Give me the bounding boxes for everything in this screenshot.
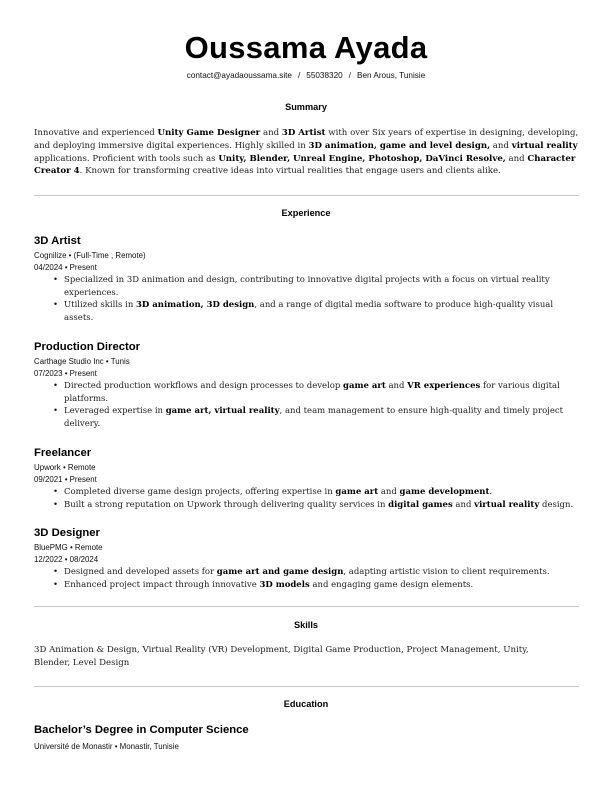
emphasis-text: 3D animation, 3D design bbox=[136, 300, 255, 311]
emphasis-text: Unity Game Designer bbox=[157, 128, 261, 138]
education-heading: Education bbox=[283, 699, 329, 709]
job-company: BluePMG • Remote bbox=[34, 543, 103, 552]
emphasis-text: virtual reality bbox=[511, 140, 578, 151]
job-company: Cognilize • (Full-Time , Remote) bbox=[34, 251, 146, 260]
school-name: Université de Monastir • Monastir, Tunisie bbox=[34, 742, 179, 751]
contact-separator: / bbox=[348, 71, 351, 80]
job-title: Freelancer bbox=[34, 447, 92, 459]
body-text: and engaging game design elements. bbox=[309, 579, 474, 590]
emphasis-text: game development bbox=[399, 487, 490, 497]
body-text: Completed diverse game design projects, offering expertise in bbox=[64, 487, 336, 497]
job-dates: 04/2024 • Present bbox=[34, 263, 97, 272]
body-text: , and a range of digital media software to produce high-quality visual assets. bbox=[64, 300, 554, 323]
emphasis-text: game art bbox=[343, 381, 386, 391]
bullet-item bbox=[64, 566, 580, 579]
job-bullets bbox=[34, 566, 580, 591]
job-bullets bbox=[34, 274, 580, 324]
emphasis-text: digital games bbox=[388, 499, 453, 510]
emphasis-text: 3D Artist bbox=[281, 128, 326, 138]
section-divider bbox=[34, 606, 579, 607]
job-entry bbox=[34, 526, 580, 591]
body-text: and bbox=[385, 381, 408, 391]
body-text: and bbox=[378, 487, 400, 497]
body-text: Designed and developed assets for bbox=[64, 567, 217, 577]
body-text: with over Six years of expertise in designing, developing, and deploying immersive digital experiences. Highly skilled in bbox=[34, 128, 579, 151]
body-text: and bbox=[452, 499, 475, 510]
emphasis-text: game art, virtual reality bbox=[165, 406, 280, 417]
contact-separator: / bbox=[297, 71, 301, 80]
job-title: 3D Designer bbox=[34, 527, 100, 539]
job-title: 3D Artist bbox=[34, 235, 81, 247]
body-text: Directed production workflows and design processes to develop bbox=[64, 381, 344, 391]
body-text: , adapting artistic vision to client requirements. bbox=[343, 567, 550, 577]
job-company: Upwork • Remote bbox=[34, 463, 96, 472]
skills-heading: Skills bbox=[293, 620, 318, 630]
emphasis-text: Unity, Blender, Unreal Engine, Photoshop, DaVinci Resolve, bbox=[218, 153, 506, 164]
bullet-item bbox=[64, 405, 580, 430]
bullet-item bbox=[64, 299, 580, 324]
bullet-item bbox=[64, 274, 580, 299]
summary-heading: Summary bbox=[285, 102, 327, 112]
emphasis-text: 3D animation, game and level design, bbox=[308, 140, 491, 151]
bullet-item bbox=[64, 486, 580, 499]
section-divider bbox=[34, 686, 579, 687]
job-entry bbox=[34, 234, 580, 324]
body-text: Built a strong reputation on Upwork through delivering quality services in bbox=[64, 499, 389, 510]
job-dates: 07/2023 • Present bbox=[34, 369, 97, 378]
section-divider bbox=[34, 195, 579, 196]
experience-heading: Experience bbox=[281, 208, 331, 218]
body-text: applications. Proficient with tools such as bbox=[34, 153, 219, 164]
body-text: and bbox=[505, 153, 528, 164]
job-bullets bbox=[34, 380, 580, 430]
emphasis-text: Character Creator 4 bbox=[34, 153, 576, 177]
bullet-item bbox=[64, 499, 580, 512]
job-dates: 09/2021 • Present bbox=[34, 475, 97, 484]
emphasis-text: game art and game design bbox=[216, 567, 344, 577]
job-entry bbox=[34, 340, 580, 430]
body-text: . Known for transforming creative ideas into virtual realities that engage users and clients alike. bbox=[79, 166, 501, 177]
emphasis-text: VR experiences bbox=[407, 381, 481, 391]
emphasis-text: virtual reality bbox=[474, 499, 540, 510]
skills-text: 3D Animation & Design, Virtual Reality (VR) Development, Digital Game Production, Project Management, Unity, Blender, Level Design bbox=[34, 645, 529, 668]
job-bullets bbox=[34, 486, 580, 511]
body-text: Specialized in 3D animation and design, contributing to innovative digital projects with a focus on virtual reality experiences. bbox=[64, 275, 550, 298]
body-text: . bbox=[489, 487, 493, 497]
bullet-item bbox=[64, 380, 580, 405]
degree-title: Bachelor’s Degree in Computer Science bbox=[34, 724, 249, 736]
summary-paragraph bbox=[34, 127, 580, 178]
emphasis-text: game art bbox=[335, 487, 379, 497]
body-text: Innovative and experienced bbox=[34, 128, 158, 138]
emphasis-text: 3D models bbox=[259, 579, 310, 590]
job-dates: 12/2022 • 08/2024 bbox=[34, 555, 99, 564]
body-text: and bbox=[490, 140, 512, 151]
job-entry bbox=[34, 446, 580, 511]
body-text: Leveraged expertise in bbox=[64, 406, 166, 417]
candidate-name: Oussama Ayada bbox=[184, 30, 428, 65]
body-text: and bbox=[260, 128, 282, 138]
contact-line bbox=[0, 71, 612, 80]
job-company: Carthage Studio Inc • Tunis bbox=[34, 357, 130, 366]
body-text: for various digital platforms. bbox=[64, 381, 560, 404]
body-text: design. bbox=[539, 499, 574, 510]
job-title: Production Director bbox=[34, 341, 141, 353]
body-text: , and team management to ensure high-quality and timely project delivery. bbox=[64, 406, 564, 429]
contact-phone: 55038320 bbox=[306, 71, 343, 80]
contact-email[interactable]: contact@ayadaoussama.site bbox=[186, 71, 292, 80]
body-text: Utilized skills in bbox=[64, 300, 137, 311]
body-text: Enhanced project impact through innovative bbox=[64, 579, 260, 590]
bullet-item bbox=[64, 579, 580, 592]
contact-location: Ben Arous, Tunisie bbox=[356, 71, 426, 80]
